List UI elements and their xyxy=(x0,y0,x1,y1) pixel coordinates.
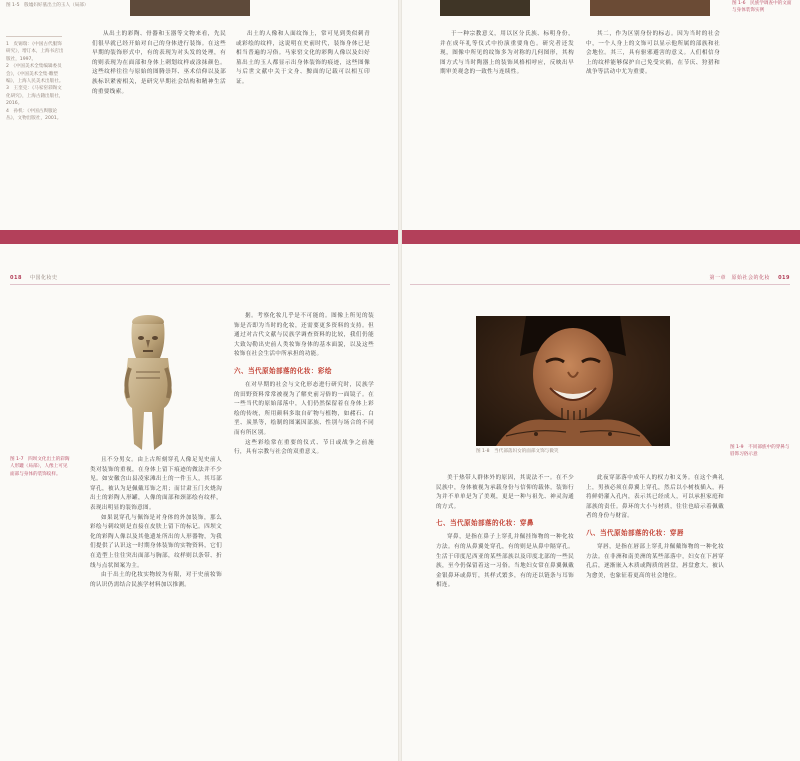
paragraph: 美于热带人群体外的原因，其说法不一。在不少民族中，身体被视为承载身份与信仰的载体，装饰行为并不单单是为了美观，更是一种与祖先、神灵沟通的方式。 xyxy=(436,475,574,510)
text-column xyxy=(234,312,374,752)
paragraph: 其二，作为区别身份的标志。因为当时的社会中，一个人身上的文饰可以显示他所属的部族和社会地位。其三，具有驱邪避害的意义。人们相信身上的纹样能够保护自己免受灾祸，在节庆、狩猎和战争等活动中尤为重要。 xyxy=(586,31,720,76)
paragraph: 在对早期的社会与文化形态进行研究时，民族学的田野资料常常被视为了解史前习俗的一面镜子。在一些当代的原始部落中，人们仍然保留着在身体上彩绘的传统，所用颜料多取自矿物与植物，如赭石、白垩、炭黑等，绘制的图案因部族、性别与场合的不同而有所区别。 xyxy=(234,381,374,436)
paragraph: 且不分男女。由上古所刻穿孔人像足见史前人类对装饰的重视，在身体上留下痕迹的做法并不少见。如安徽含山县凌家滩出土的一件玉人，其耳部穿孔，被认为是佩戴耳饰之用；而甘肃玉门火烧沟出土的彩陶人形罐，人像的面部和颈部绘有纹样，表现出明显的装饰意图。 xyxy=(90,457,222,511)
text-column xyxy=(586,474,724,754)
running-header xyxy=(709,274,790,281)
paragraph: 如果说穿孔与佩饰是对身体的外加装饰，那么彩绘与刺纹则是直接在皮肤上留下的标记。四坝文化的彩陶人像以及其他遗址所出的人形器物，为我们提供了认识这一时期身体装饰的实物资料，它们在造型上往往突出面部与胸部，纹样则以条带、折线与点状图案为主。 xyxy=(90,514,222,569)
page-number: 018 xyxy=(10,275,22,281)
header-rule xyxy=(10,284,390,285)
text-column xyxy=(436,474,574,754)
figure-caption: 图 1-5 殷墟妇好墓出土的玉人（局部） xyxy=(6,3,89,8)
figure-caption: 图 1-8 当代部落妇女的面部文饰与微笑 xyxy=(476,449,559,454)
figure-caption: 图 1-9 不同部族中的穿鼻与唇饰习俗示意 xyxy=(730,445,790,458)
paragraph: 于一种宗教意义，用以区分氏族、标明身份，并在成年礼等仪式中扮演重要角色。研究者还发现，图像中所见的纹饰多为对称的几何图形，其构图方式与当时陶器上的装饰风格相呼应，反映出早期审美观念的一致性与连续性。 xyxy=(440,31,574,76)
paragraph: 穿唇，是指在唇部上穿孔并佩戴饰物的一种化妆方法。在非洲和南美洲的某些部落中，妇女在下唇穿孔后，逐渐嵌入木质或陶质的唇盘，唇盘愈大，被认为愈美，也象征着更高的社会地位。 xyxy=(586,543,724,579)
photo-fragment xyxy=(590,0,710,16)
paragraph: 据。考察化妆几乎是不可能的。图像上所见的装饰是否即为当时的化妆，还需要更多资料的支持。但通过对古代文献与民族学调查资料的比较，我们仍能大致勾勒出史前人类妆饰身体的基本面貌，以及这些妆饰在社会生活中所承担的功能。 xyxy=(234,313,374,358)
book-title: 中国化妆史 xyxy=(30,275,58,281)
footnote-item: 4 孙机：《中国古舆服论丛》，文物出版社，2001。 xyxy=(6,108,62,122)
page-bottom-right xyxy=(400,244,800,761)
text-column xyxy=(90,456,222,752)
page-bottom-left xyxy=(0,244,400,761)
paragraph: 这些彩绘常在重要的仪式、节日或战争之前施行，具有宗教与社会的双重意义。 xyxy=(234,439,374,456)
text-column xyxy=(92,30,226,212)
paragraph: 由于出土的化妆实物较为有限，对于史前妆饰的认识仍需结合民族学材料加以推测。 xyxy=(90,572,222,588)
figure-caption: 图 1-7 四坝文化出土的彩陶人形罐（局部），人像上可见面部与身体的装饰纹样。 xyxy=(10,457,70,477)
header-rule xyxy=(410,284,790,285)
paragraph: 从出土的彩陶、骨器和玉器等文物来看，先民们很早就已经开始对自己的身体进行装饰。在这些早期的装饰形式中，有的表现为对头发的处理，有的则表现为在面部和身体上刺划纹样或涂抹颜色。这些纹样往往与原始的图腾崇拜、巫术信仰以及部族标识紧密相关，是研究早期社会结构和精神生活的重要线索。 xyxy=(92,31,226,95)
text-column xyxy=(440,30,574,212)
text-column xyxy=(236,30,370,212)
section-heading: 八、当代原始部落的化妆：穿唇 xyxy=(586,528,684,537)
section-heading: 七、当代原始部落的化妆：穿鼻 xyxy=(436,519,534,528)
footnote-item: 1 皮锡瑞：《中国古代服饰研究》，增订本，上海书店出版社，1997。 xyxy=(6,42,64,62)
tattooed-woman-photo xyxy=(476,316,670,446)
clay-figurine-image xyxy=(110,312,186,454)
paragraph: 出土的人像和人面纹饰上，常可见到类似刺青或彩绘的纹样，这说明在史前时代，装饰身体已是相当普遍的习俗。马家窑文化的彩陶人像以及妇好墓出土的玉人都显示出身体装饰的痕迹，这些图像与后世文献中关于文身、黥面的记载可以相互印证。 xyxy=(236,31,370,85)
page-top-right xyxy=(400,0,800,230)
paragraph: 此夜穿部落中成年人的权力和义务。在这个典礼上，男孩必须在鼻翼上穿孔，然后以小树枝插入，再将鲜奶灌入孔内，表示其已经成人，可以承担家庭和部族的责任。鼻环的大小与材质，往往也暗示着佩戴者的身份与财富。 xyxy=(586,475,724,520)
footnotes xyxy=(6,36,64,216)
figure-portrait xyxy=(476,316,670,446)
book-gutter xyxy=(398,0,402,761)
paragraph: 穿鼻，是指在鼻子上穿孔并佩挂饰物的一种化妆方法。有的从鼻翼处穿孔，有的则是从鼻中隔穿孔。生活于印度尼西亚的某些部族以及印度北部的一些民族，至今仍保留着这一习俗。当地妇女常在鼻翼佩戴金银鼻环或鼻钉，其样式繁多，有的还以链条与耳饰相连。 xyxy=(436,534,574,589)
chapter-title: 第一章 原始社会的化妆 xyxy=(709,275,770,281)
footnote-rule xyxy=(6,36,62,37)
photo-fragment xyxy=(130,0,250,16)
photo-fragment xyxy=(440,0,530,16)
running-header xyxy=(10,274,58,281)
text-column xyxy=(586,30,720,212)
page-number: 019 xyxy=(778,275,790,281)
figure-figurine xyxy=(110,312,186,454)
footnote-item: 3 王奎克：《马家窑彩陶文化研究》，上海古籍出版社，2016。 xyxy=(6,86,64,107)
section-heading: 六、当代原始部落的化妆：彩绘 xyxy=(234,366,332,375)
footnote-item: 2 《中国美术全集编辑委员会》，《中国美术全集·雕塑编》，上海人民美术出版社。 xyxy=(6,64,64,85)
page-top-left xyxy=(0,0,400,230)
figure-caption: 图 1-6 民族学调查中的文面与身体装饰实例 xyxy=(732,1,792,14)
